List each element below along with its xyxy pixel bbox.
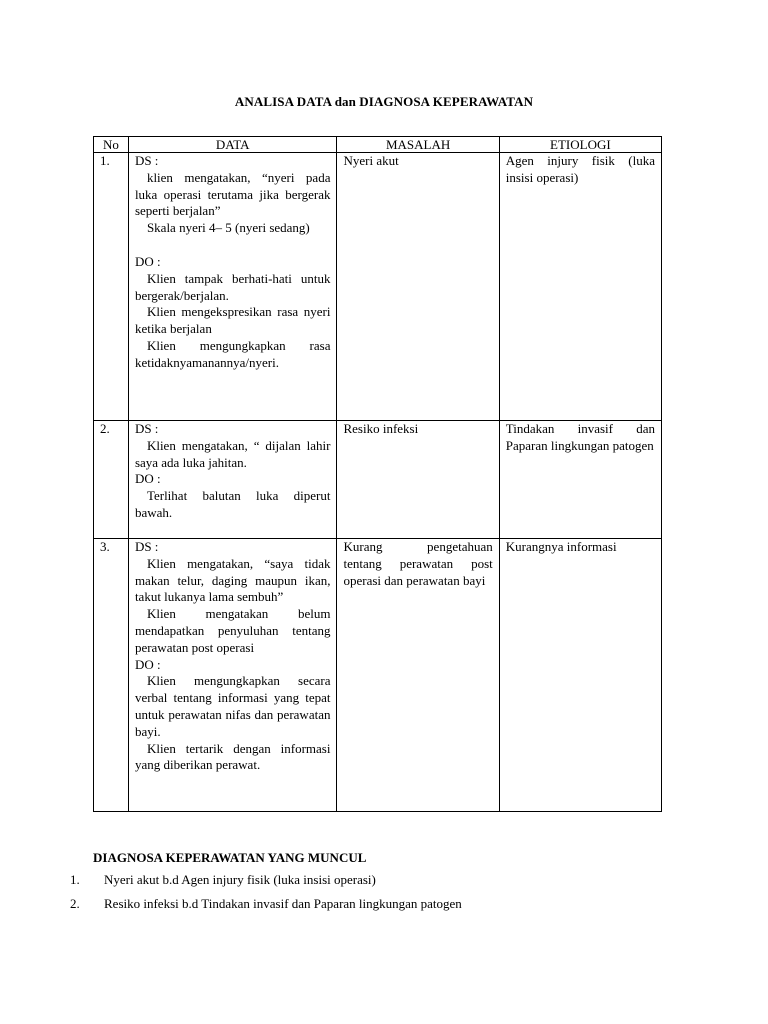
table-row <box>94 539 662 812</box>
list-item-text: Resiko infeksi b.d Tindakan invasif dan Paparan lingkungan patogen <box>104 896 462 911</box>
do-item: Klien mengungkapkan rasa ketidaknyamanannya/nyeri. <box>134 337 331 370</box>
masalah-cell: Nyeri akut <box>337 153 499 421</box>
header-no: No <box>94 137 129 153</box>
row-number: 3. <box>94 539 129 812</box>
data-cell <box>128 539 337 812</box>
row-number: 2. <box>94 421 129 539</box>
ds-label: DS : <box>134 539 159 554</box>
list-item-number: 2. <box>70 896 80 911</box>
list-item-number: 1. <box>70 872 80 887</box>
diagnosis-list <box>70 872 462 920</box>
data-cell <box>128 421 337 539</box>
ds-label: DS : <box>134 153 159 168</box>
do-item: Klien mengekspresikan rasa nyeri ketika berjalan <box>134 304 331 337</box>
page-title: ANALISA DATA dan DIAGNOSA KEPERAWATAN <box>234 94 534 109</box>
etiologi-cell: Kurangnya informasi <box>499 539 661 812</box>
etiologi-cell: Agen injury fisik (luka insisi operasi) <box>499 153 661 421</box>
do-item: Klien mengungkapkan secara verbal tentang informasi yang tepat untuk perawatan nifas dan perawatan bayi. <box>134 673 331 739</box>
ds-item: Klien mengatakan, “ dijalan lahir saya ada luka jahitan. <box>134 437 331 470</box>
diagnosis-section-title: DIAGNOSA KEPERAWATAN YANG MUNCUL <box>93 850 367 865</box>
table-row <box>94 153 662 421</box>
table-header-row <box>94 137 662 153</box>
do-item: Klien tertarik dengan informasi yang diberikan perawat. <box>134 740 331 773</box>
ds-item: Klien mengatakan belum mendapatkan penyuluhan tentang perawatan post operasi <box>134 606 331 655</box>
list-item <box>70 872 462 896</box>
do-label: DO : <box>134 656 161 672</box>
do-label: DO : <box>134 253 161 269</box>
masalah-cell: Kurang pengetahuan tentang perawatan post operasi dan perawatan bayi <box>337 539 499 812</box>
data-cell <box>128 153 337 421</box>
header-data: DATA <box>128 137 337 153</box>
analysis-table <box>93 136 662 812</box>
header-etiologi: ETIOLOGI <box>499 137 661 153</box>
ds-item: Klien mengatakan, “saya tidak makan telur, daging maupun ikan, takut lukanya lama sembuh” <box>134 555 331 605</box>
ds-item: Skala nyeri 4– 5 (nyeri sedang) <box>146 220 310 236</box>
list-item-text: Nyeri akut b.d Agen injury fisik (luka insisi operasi) <box>104 872 376 887</box>
do-item: Klien tampak berhati-hati untuk bergerak/berjalan. <box>134 270 331 303</box>
row-number: 1. <box>94 153 129 421</box>
etiologi-cell: Tindakan invasif dan Paparan lingkungan patogen <box>499 421 661 539</box>
masalah-cell: Resiko infeksi <box>337 421 499 539</box>
do-item: Terlihat balutan luka diperut bawah. <box>134 488 331 520</box>
do-label: DO : <box>134 471 161 487</box>
ds-label: DS : <box>134 421 159 436</box>
header-masalah: MASALAH <box>337 137 499 153</box>
list-item <box>70 896 462 920</box>
table-row <box>94 421 662 539</box>
ds-item: klien mengatakan, “nyeri pada luka operasi terutama jika bergerak seperti berjalan” <box>134 169 331 219</box>
